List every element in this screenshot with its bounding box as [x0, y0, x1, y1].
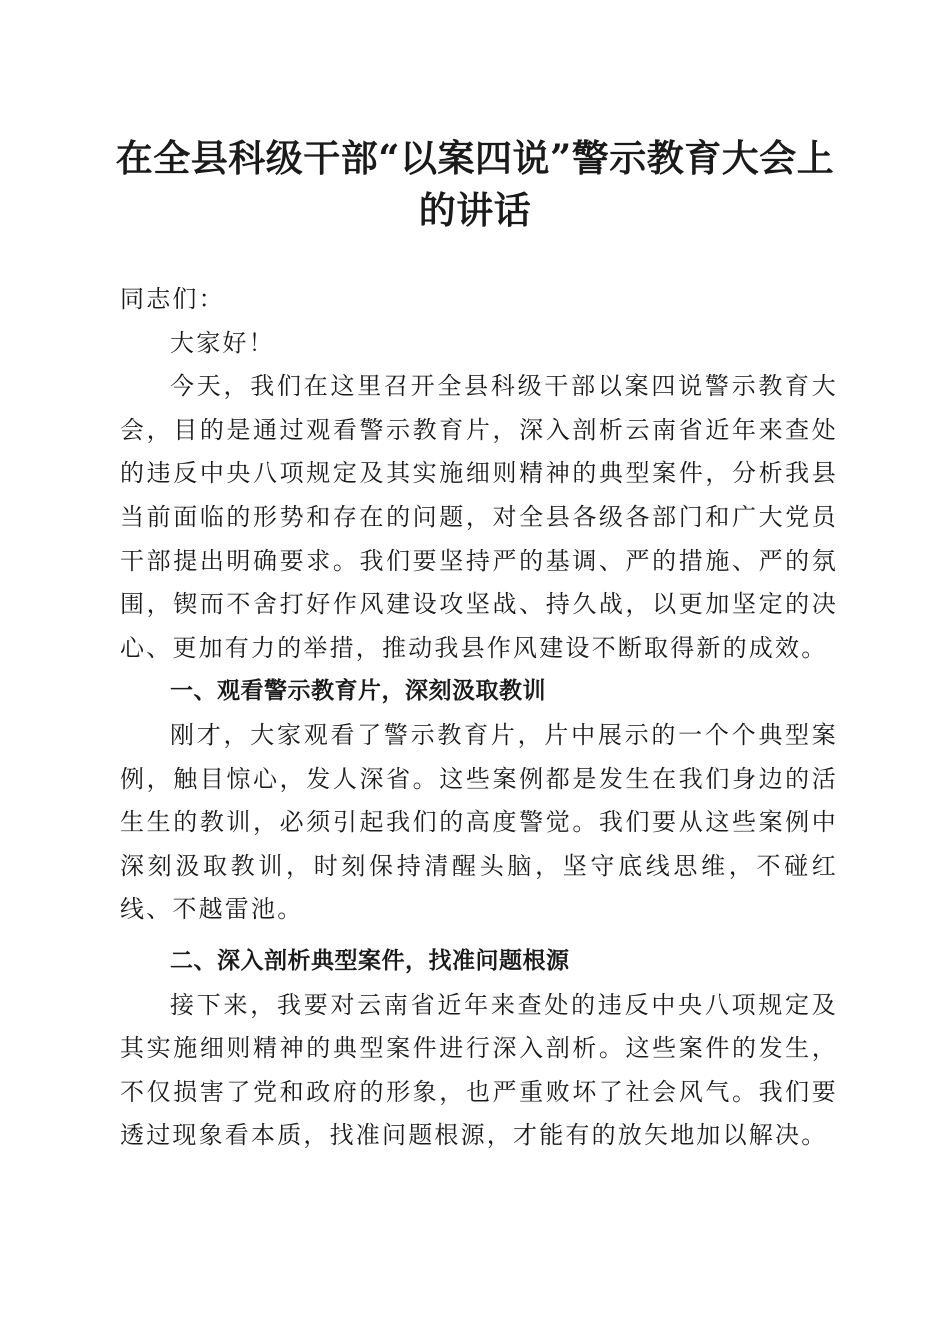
section-1-heading: 一、观看警示教育片，深刻汲取教训: [170, 678, 546, 705]
salutation: 同志们：: [120, 285, 225, 313]
document-body: [120, 278, 838, 1158]
greeting: 大家好！: [170, 328, 275, 357]
title-line-1: 在全县科级干部“以案四说”警示教育大会上: [115, 136, 835, 180]
section-2-paragraph: 接下来，我要对云南省近年来查处的违反中央八项规定及其实施细则精神的典型案件进行深入剖析。这些案件的发生，不仅损害了党和政府的形象，也严重败坏了社会风气。我们要透过现象看本质，找准问题根源，才能有的放矢地加以解决。: [120, 990, 838, 1150]
title-line-2: 的讲话: [418, 188, 532, 232]
document-title: [110, 132, 840, 236]
intro-paragraph: 今天，我们在这里召开全县科级干部以案四说警示教育大会，目的是通过观看警示教育片，深入剖析云南省近年来查处的违反中央八项规定及其实施细则精神的典型案件，分析我县当前面临的形势和存在的问题，对全县各级各部门和广大党员干部提出明确要求。我们要坚持严的基调、严的措施、严的氛围，锲而不舍打好作风建设攻坚战、持久战，以更加坚定的决心、更加有力的举措，推动我县作风建设不断取得新的成效。: [120, 372, 838, 662]
section-2-heading: 二、深入剖析典型案件，找准问题根源: [170, 947, 570, 974]
section-1-paragraph: 刚才，大家观看了警示教育片，片中展示的一个个典型案例，触目惊心，发人深省。这些案例都是发生在我们身边的活生生的教训，必须引起我们的高度警觉。我们要从这些案例中深刻汲取教训，时刻保持清醒头脑，坚守底线思维，不碰红线、不越雷池。: [120, 720, 838, 924]
